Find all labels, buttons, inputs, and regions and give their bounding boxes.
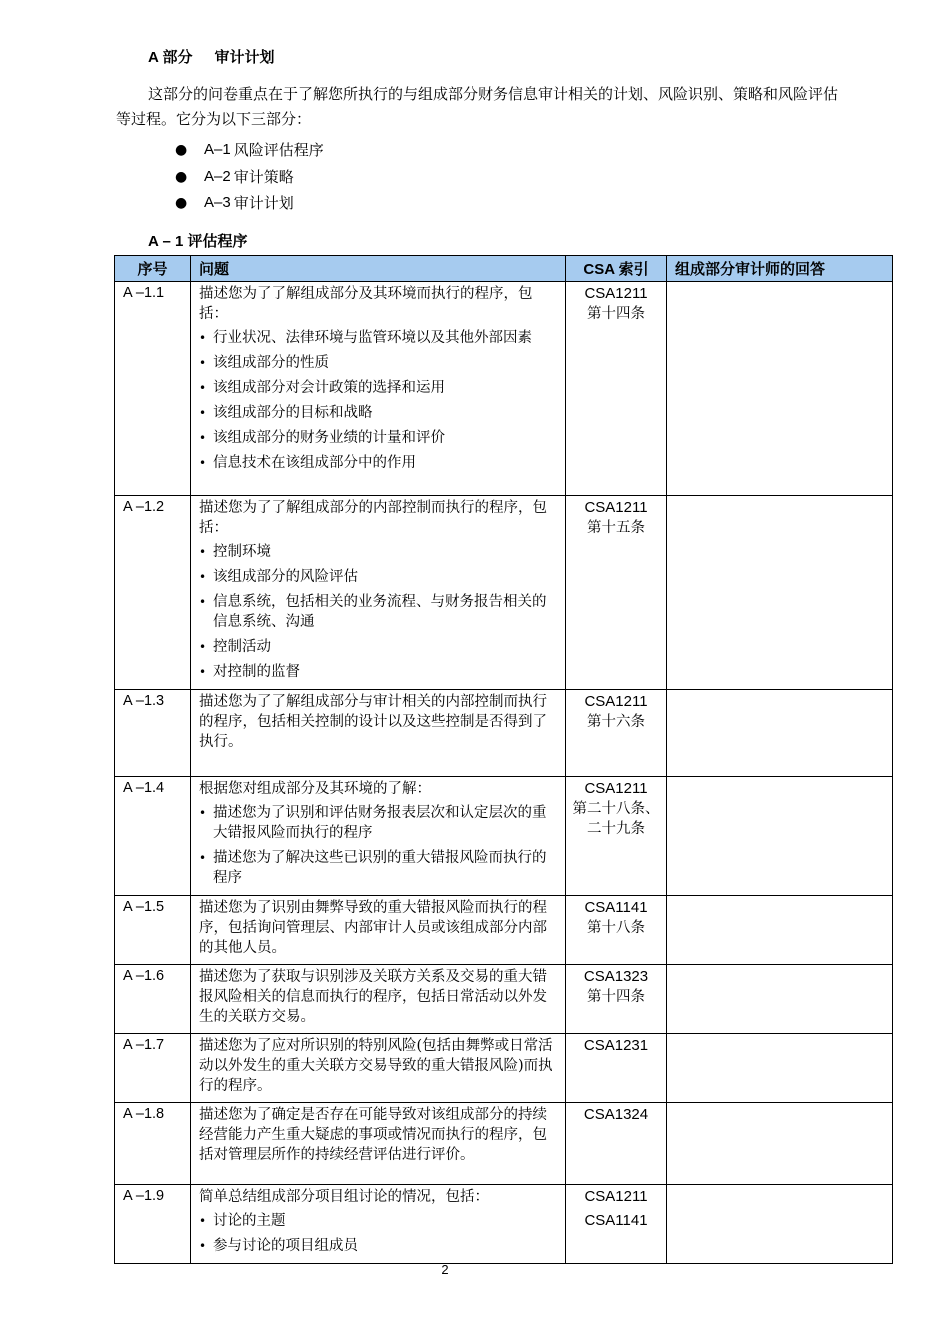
csa-index-cell xyxy=(566,1034,667,1103)
header-answer: 组成部分审计师的回答 xyxy=(667,256,893,282)
question-text: 简单总结组成部分项目组讨论的情况，包括： xyxy=(199,1189,489,1205)
question-cell xyxy=(191,1185,566,1264)
question-cell xyxy=(191,1103,566,1185)
bullet-text: 对控制的监督 xyxy=(213,664,300,680)
section-list xyxy=(175,139,324,219)
bullet-icon: ● xyxy=(175,168,188,185)
question-text: 描述您为了识别由舞弊导致的重大错报风险而执行的程序，包括询问管理层、内部审计人员或该组成部分内部的其他人员。 xyxy=(199,900,547,956)
question-cell xyxy=(191,1034,566,1103)
bullet-icon: ● xyxy=(175,195,188,211)
answer-cell[interactable] xyxy=(667,690,893,777)
question-bullet xyxy=(199,637,555,657)
question-cell xyxy=(191,496,566,690)
bullet-icon: • xyxy=(199,595,207,609)
question-bullet xyxy=(199,803,555,843)
header-no: 序号 xyxy=(115,256,191,282)
csa-code: CSA1211 xyxy=(584,693,648,710)
question-bullet xyxy=(199,378,555,398)
question-cell xyxy=(191,777,566,896)
section-label: 审计计划 xyxy=(233,194,294,212)
bullet-icon: • xyxy=(199,381,207,395)
csa-article: 第二十八条、二十九条 xyxy=(572,801,660,837)
table-header-row xyxy=(115,256,893,282)
bullet-icon: • xyxy=(199,431,207,445)
bullet-text: 参与讨论的项目组成员 xyxy=(213,1238,358,1254)
bullet-text: 该组成部分的财务业绩的计量和评价 xyxy=(213,430,445,446)
question-bullet xyxy=(199,1211,555,1231)
csa-code: CSA1211 xyxy=(584,780,648,797)
row-number: A –1.5 xyxy=(115,896,191,965)
bullet-text: 该组成部分的风险评估 xyxy=(213,569,358,585)
question-bullet xyxy=(199,662,555,682)
csa-index-cell xyxy=(566,282,667,496)
bullet-icon: • xyxy=(199,806,207,820)
bullet-text: 描述您为了识别和评估财务报表层次和认定层次的重大错报风险而执行的程序 xyxy=(213,805,547,841)
question-text: 描述您为了获取与识别涉及关联方关系及交易的重大错报风险相关的信息而执行的程序，包括日常活动以外发生的关联方交易。 xyxy=(199,969,547,1025)
section-code: A–3 xyxy=(204,194,231,211)
question-cell xyxy=(191,965,566,1034)
question-bullet xyxy=(199,403,555,423)
csa-code: CSA1141 xyxy=(584,1212,648,1229)
part-label: A 部分 xyxy=(148,49,193,66)
csa-index-cell xyxy=(566,777,667,896)
row-number: A –1.8 xyxy=(115,1103,191,1185)
answer-cell[interactable] xyxy=(667,777,893,896)
question-bullet xyxy=(199,848,555,888)
part-heading xyxy=(148,46,274,67)
csa-index-cell xyxy=(566,1103,667,1185)
table-row xyxy=(115,690,893,777)
subsection-heading: A – 1 评估程序 xyxy=(148,233,248,250)
table-row xyxy=(115,1103,893,1185)
table-row xyxy=(115,896,893,965)
bullet-text: 信息系统，包括相关的业务流程、与财务报告相关的信息系统、沟通 xyxy=(213,594,547,630)
bullet-text: 讨论的主题 xyxy=(213,1213,286,1229)
csa-article: 第十四条 xyxy=(587,989,645,1005)
bullet-text: 描述您为了解决这些已识别的重大错报风险而执行的程序 xyxy=(213,850,547,886)
row-number: A –1.3 xyxy=(115,690,191,777)
csa-article: 第十五条 xyxy=(587,520,645,536)
table-row xyxy=(115,282,893,496)
csa-index-cell xyxy=(566,690,667,777)
csa-index-cell xyxy=(566,1185,667,1264)
bullet-icon: • xyxy=(199,545,207,559)
answer-cell[interactable] xyxy=(667,1034,893,1103)
answer-cell[interactable] xyxy=(667,496,893,690)
section-label: 风险评估程序 xyxy=(233,141,324,159)
section-code: A–2 xyxy=(204,167,231,185)
intro-paragraph: 这部分的问卷重点在于了解您所执行的与组成部分财务信息审计相关的计划、风险识别、策略和风险评估等过程。它分为以下三部分： xyxy=(116,85,839,128)
answer-cell[interactable] xyxy=(667,1185,893,1264)
header-question: 问题 xyxy=(191,256,566,282)
part-title: 审计计划 xyxy=(214,49,275,66)
section-item xyxy=(175,139,324,166)
question-cell xyxy=(191,690,566,777)
bullet-text: 该组成部分的目标和战略 xyxy=(213,405,373,421)
csa-code: CSA1211 xyxy=(584,1188,648,1205)
csa-code: CSA1211 xyxy=(584,499,648,516)
bullet-text: 控制活动 xyxy=(213,639,271,655)
csa-code: CSA1231 xyxy=(583,1037,649,1054)
table-row xyxy=(115,777,893,896)
question-bullet xyxy=(199,1236,555,1256)
questionnaire-table xyxy=(114,255,893,1264)
question-bullet xyxy=(199,592,555,632)
bullet-icon: • xyxy=(199,1239,207,1253)
question-cell xyxy=(191,282,566,496)
csa-index-cell xyxy=(566,496,667,690)
question-bullet xyxy=(199,567,555,587)
bullet-text: 行业状况、法律环境与监管环境以及其他外部因素 xyxy=(213,330,532,346)
csa-article: 第十六条 xyxy=(587,714,645,730)
csa-index-cell xyxy=(566,965,667,1034)
question-text: 描述您为了确定是否存在可能导致对该组成部分的持续经营能力产生重大疑虑的事项或情况而执行的程序，包括对管理层所作的持续经营评估进行评价。 xyxy=(199,1107,547,1163)
section-code: A–1 xyxy=(204,141,231,158)
csa-code: CSA1324 xyxy=(583,1106,649,1123)
row-number: A –1.7 xyxy=(115,1034,191,1103)
bullet-icon: • xyxy=(199,456,207,470)
question-text: 描述您为了了解组成部分及其环境而执行的程序，包括： xyxy=(199,286,533,322)
row-number: A –1.9 xyxy=(115,1185,191,1264)
section-label: 审计策略 xyxy=(233,167,294,186)
answer-cell[interactable] xyxy=(667,896,893,965)
row-number: A –1.4 xyxy=(115,777,191,896)
row-number: A –1.6 xyxy=(115,965,191,1034)
csa-article: 第十八条 xyxy=(587,920,645,936)
section-item xyxy=(175,192,324,219)
section-item xyxy=(175,166,324,193)
answer-cell[interactable] xyxy=(667,1103,893,1185)
question-bullet xyxy=(199,353,555,373)
bullet-icon: • xyxy=(199,640,207,654)
table-row xyxy=(115,965,893,1034)
question-bullet xyxy=(199,453,555,473)
table-row xyxy=(115,496,893,690)
question-cell xyxy=(191,896,566,965)
question-text: 描述您为了了解组成部分的内部控制而执行的程序，包括： xyxy=(199,500,547,536)
bullet-text: 该组成部分对会计政策的选择和运用 xyxy=(213,380,445,396)
question-bullet xyxy=(199,542,555,562)
csa-code: CSA1141 xyxy=(584,899,648,916)
question-text: 描述您为了了解组成部分与审计相关的内部控制而执行的程序，包括相关控制的设计以及这些控制是否得到了执行。 xyxy=(199,694,547,750)
bullet-text: 控制环境 xyxy=(213,544,271,560)
page-number: 2 xyxy=(441,1262,449,1277)
bullet-icon: ● xyxy=(175,142,188,158)
question-bullet xyxy=(199,328,555,348)
row-number: A –1.1 xyxy=(115,282,191,496)
answer-cell[interactable] xyxy=(667,282,893,496)
bullet-icon: • xyxy=(199,331,207,345)
question-bullet xyxy=(199,428,555,448)
bullet-text: 信息技术在该组成部分中的作用 xyxy=(213,455,416,471)
bullet-text: 该组成部分的性质 xyxy=(213,355,329,371)
csa-code: CSA1323 xyxy=(583,968,649,985)
header-csa: CSA 索引 xyxy=(566,256,667,282)
question-text: 描述您为了应对所识别的特别风险(包括由舞弊或日常活动以外发生的重大关联方交易导致的重大错报风险)而执行的程序。 xyxy=(199,1038,553,1094)
bullet-icon: • xyxy=(199,570,207,584)
bullet-icon: • xyxy=(199,851,207,865)
answer-cell[interactable] xyxy=(667,965,893,1034)
bullet-icon: • xyxy=(199,406,207,420)
row-number: A –1.2 xyxy=(115,496,191,690)
csa-article: 第十四条 xyxy=(587,306,645,322)
bullet-icon: • xyxy=(199,356,207,370)
bullet-icon: • xyxy=(199,665,207,679)
table-row xyxy=(115,1185,893,1264)
question-text: 根据您对组成部分及其环境的了解： xyxy=(199,781,431,797)
csa-index-cell xyxy=(566,896,667,965)
csa-code: CSA1211 xyxy=(584,285,648,302)
table-row xyxy=(115,1034,893,1103)
bullet-icon: • xyxy=(199,1214,207,1228)
